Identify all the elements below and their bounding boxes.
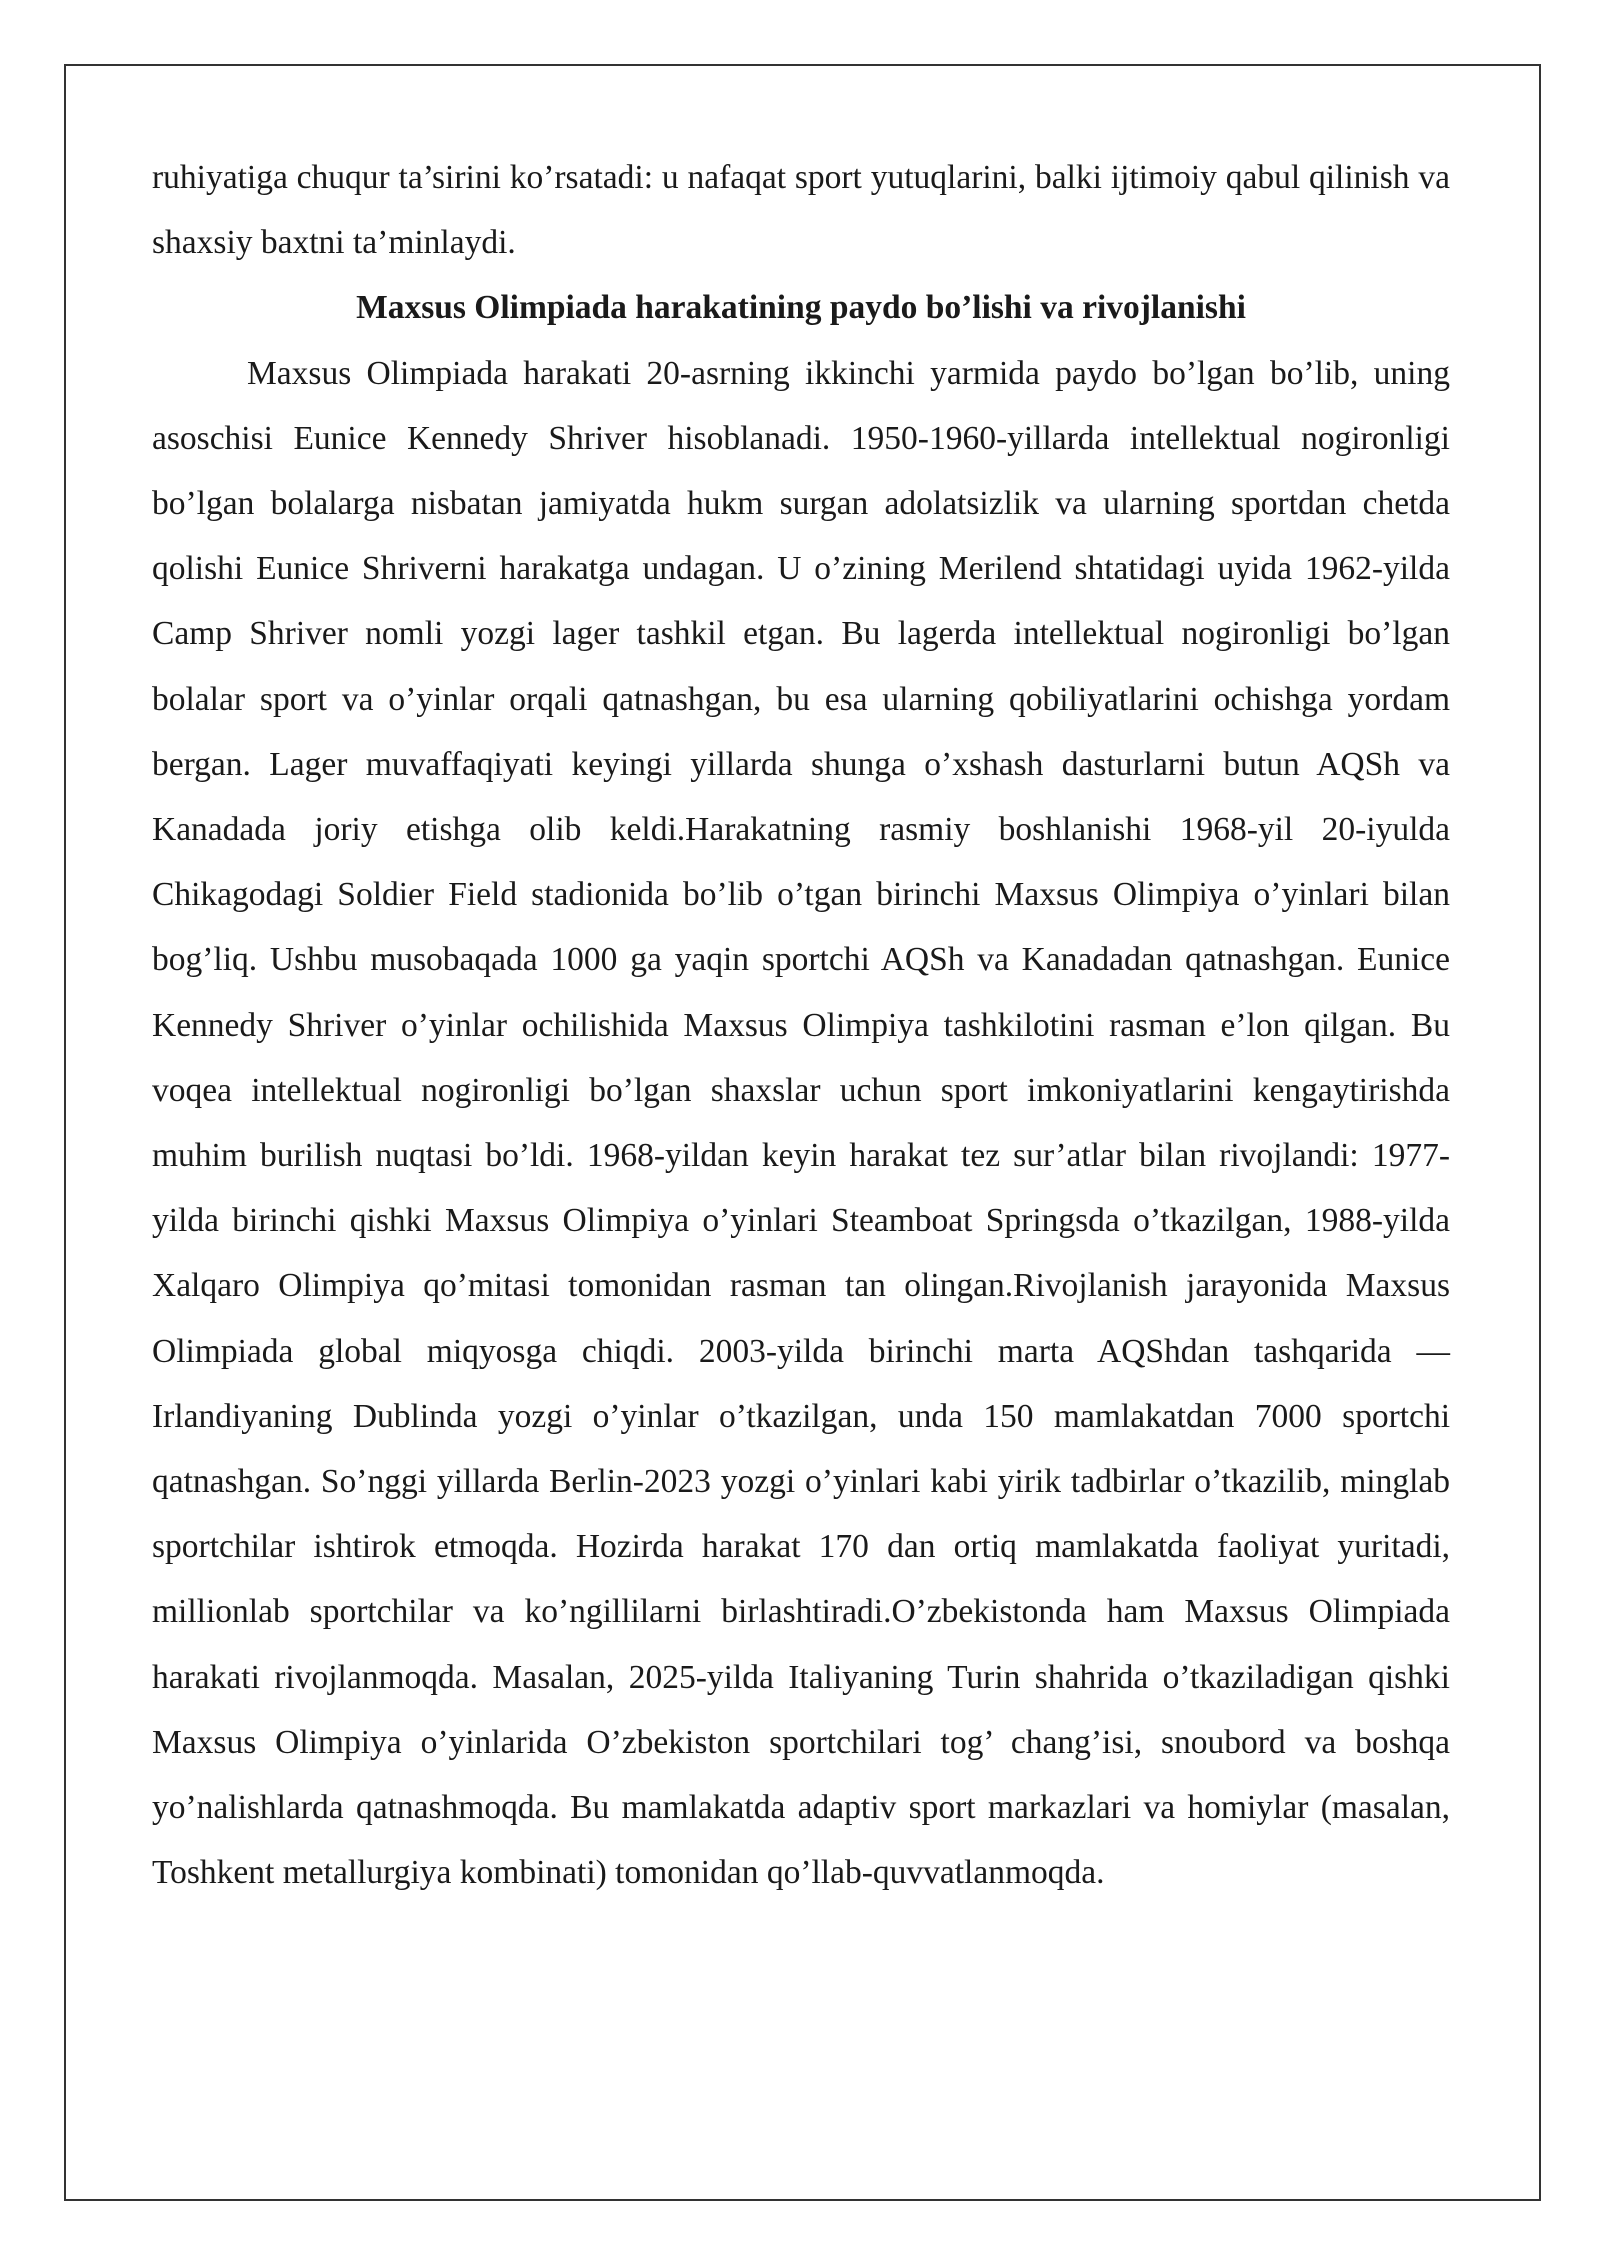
document-body [152,145,1450,1905]
section-heading: Maxsus Olimpiada harakatining paydo bo’lishi va rivojlanishi [356,289,1246,327]
intro-paragraph: ruhiyatiga chuqur ta’sirini ko’rsatadi: u nafaqat sport yutuqlarini, balki ijtimoiy qabul qilinish va shaxsiy baxtni ta’minlaydi. [152,159,1450,262]
body-paragraph: Maxsus Olimpiada harakati 20-asrning ikkinchi yarmida paydo bo’lgan bo’lib, uning asoschisi Eunice Kennedy Shriver hisoblanadi. 1950-1960-yillarda intellektual nogironligi bo’lgan bolalarga nisbatan jamiyatda hukm surgan adolatsizlik va ularning sportdan chetda qolishi Eunice Shriverni harakatga undagan. U o’zining Merilend shtatidagi uyida 1962-yilda Camp Shriver nomli yozgi lager tashkil etgan. Bu lagerda intellektual nogironligi bo’lgan bolalar sport va o’yinlar orqali qatnashgan, bu esa ularning qobiliyatlarini ochishga yordam bergan. Lager muvaffaqiyati keyingi yillarda shunga o’xshash dasturlarni butun AQSh va Kanadada joriy etishga olib keldi.Harakatning rasmiy boshlanishi 1968-yil 20-iyulda Chikagodagi Soldier Field stadionida bo’lib o’tgan birinchi Maxsus Olimpiya o’yinlari bilan bog’liq. Ushbu musobaqada 1000 ga yaqin sportchi AQSh va Kanadadan qatnashgan. Eunice Kennedy Shriver o’yinlar ochilishida Maxsus Olimpiya tashkilotini rasman e’lon qilgan. Bu voqea intellektual nogironligi bo’lgan shaxslar uchun sport imkoniyatlarini kengaytirishda muhim burilish nuqtasi bo’ldi. 1968-yildan keyin harakat tez sur’atlar bilan rivojlandi: 1977-yilda birinchi qishki Maxsus Olimpiya o’yinlari Steamboat Springsda o’tkazilgan, 1988-yilda Xalqaro Olimpiya qo’mitasi tomonidan rasman tan olingan.Rivojlanish jarayonida Maxsus Olimpiada global miqyosga chiqdi. 2003-yilda birinchi marta AQShdan tashqarida — Irlandiyaning Dublinda yozgi o’yinlar o’tkazilgan, unda 150 mamlakatdan 7000 sportchi qatnashgan. So’nggi yillarda Berlin-2023 yozgi o’yinlari kabi yirik tadbirlar o’tkazilib, minglab sportchilar ishtirok etmoqda. Hozirda harakat 170 dan ortiq mamlakatda faoliyat yuritadi, millionlab sportchilar va ko’ngillilarni birlashtiradi.O’zbekistonda ham Maxsus Olimpiada harakati rivojlanmoqda. Masalan, 2025-yilda Italiyaning Turin shahrida o’tkaziladigan qishki Maxsus Olimpiya o’yinlarida O’zbekiston sportchilari tog’ chang’isi, snoubord va boshqa yo’nalishlarda qatnashmoqda. Bu mamlakatda adaptiv sport markazlari va homiylar (masalan, Toshkent metallurgiya kombinati) tomonidan qo’llab-quvvatlanmoqda. [152,354,1450,1892]
